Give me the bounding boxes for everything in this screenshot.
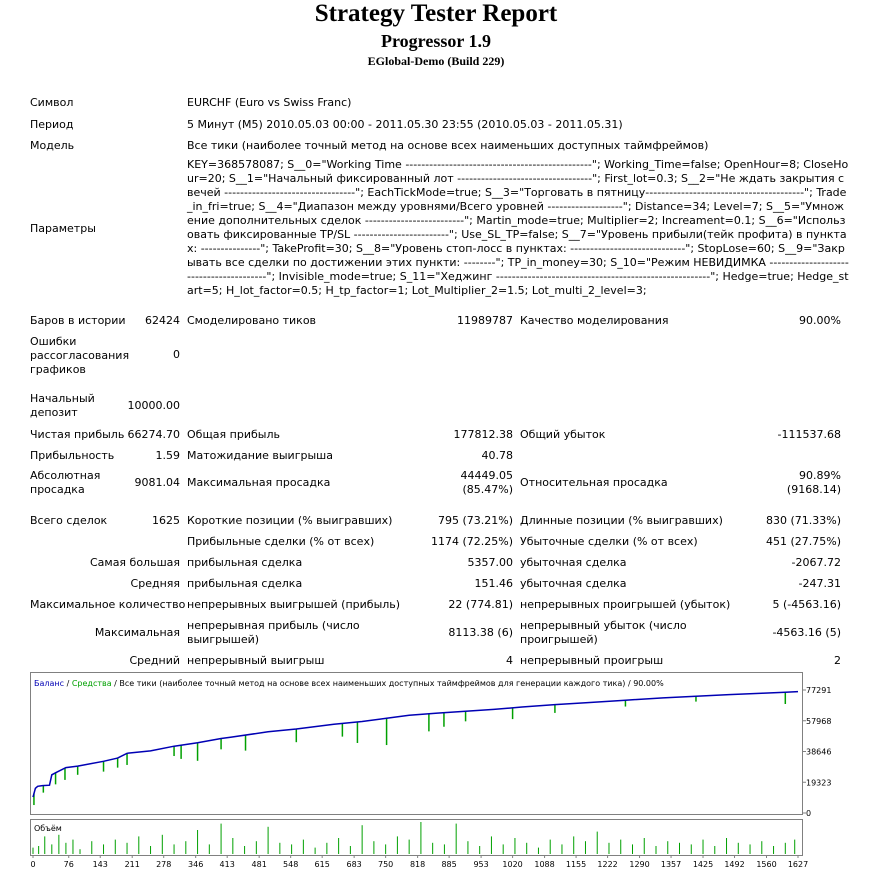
- long-value: 830 (71.33%): [765, 514, 841, 527]
- volume-label: Объём: [34, 824, 62, 833]
- legend-sep1: /: [64, 679, 72, 688]
- consec-profit-label: непрерывная прибыль (число выигрышей): [187, 619, 360, 646]
- legend-equity: Средства: [71, 679, 112, 688]
- model-value: Все тики (наиболее точный метод на основе всех наименьших доступных таймфреймов): [187, 139, 709, 152]
- x-tick-label: 1222: [597, 860, 618, 869]
- profit-trades-label: Прибыльные сделки (% от всех): [187, 535, 375, 548]
- x-tick-label: 1020: [502, 860, 523, 869]
- avg-label: Средний: [129, 654, 180, 667]
- volume-plot-frame: [31, 820, 803, 856]
- gross-loss-value: -111537.68: [777, 428, 841, 441]
- symbol-value: EURCHF (Euro vs Swiss Franc): [187, 96, 352, 109]
- consec-losses-value: 5 (-4563.16): [772, 598, 841, 611]
- x-tick-label: 1290: [629, 860, 650, 869]
- ticks-value: 11989787: [457, 314, 513, 327]
- gross-loss-label: Общий убыток: [520, 428, 606, 441]
- bars-label: Баров в истории: [30, 314, 126, 327]
- avg-wins-value: 4: [506, 654, 513, 667]
- x-tick-label: 1425: [692, 860, 714, 869]
- x-tick-label: 481: [251, 860, 267, 869]
- x-tick-label: 750: [378, 860, 394, 869]
- rel-dd-value: 90.89%: [799, 469, 841, 482]
- loss-trades-value: 451 (27.75%): [765, 535, 841, 548]
- rel-dd-label: Относительная просадка: [520, 476, 668, 489]
- params-label: Параметры: [30, 222, 96, 235]
- rel-dd-money: (9168.14): [786, 483, 841, 496]
- short-value: 795 (73.21%): [437, 514, 513, 527]
- mismatch-label: Ошибки рассогласования графиков: [30, 335, 130, 376]
- expert-name: Progressor 1.9: [381, 31, 491, 51]
- loss-trades-label: Убыточные сделки (% от всех): [520, 535, 698, 548]
- y-tick-label: 57968: [806, 716, 832, 726]
- x-tick-label: 0: [30, 860, 36, 869]
- x-tick-label: 548: [283, 860, 299, 869]
- x-tick-label: 683: [346, 860, 362, 869]
- maximal-label: Максимальная: [94, 626, 180, 639]
- x-tick-label: 1357: [660, 860, 682, 869]
- balance-chart: [30, 672, 845, 871]
- abs-dd-value: 9081.04: [134, 476, 180, 489]
- consec-profit-value: 8113.38 (6): [448, 626, 513, 639]
- consec-wins-value: 22 (774.81): [448, 598, 513, 611]
- legend-sep2: /: [111, 679, 120, 688]
- net-label: Чистая прибыль: [30, 428, 125, 441]
- y-tick-label: 38646: [806, 747, 832, 757]
- consec-loss-label: непрерывный убыток (число проигрышей): [520, 619, 687, 646]
- gross-profit-label: Общая прибыль: [187, 428, 280, 441]
- x-tick-label: 211: [124, 860, 140, 869]
- chart-legend: [34, 679, 664, 688]
- maxcount-label: Максимальное количество: [30, 598, 186, 611]
- x-tick-label: 818: [409, 860, 426, 869]
- x-tick-label: 953: [473, 860, 489, 869]
- bars-value: 62424: [145, 314, 180, 327]
- x-tick-label: 346: [188, 860, 204, 869]
- average-profit-value: 151.46: [474, 577, 513, 590]
- consec-losses-label: непрерывных проигрышей (убыток): [520, 598, 731, 611]
- short-label: Короткие позиции (% выигравших): [187, 514, 393, 527]
- x-tick-label: 1560: [756, 860, 777, 869]
- avg-wins-label: непрерывный выигрыш: [187, 654, 325, 667]
- params-value: KEY=368578087; S__0="Working Time -----------------------------------------------"; Working_Time=false; OpenHour=8; CloseHour=20; S__1="Начальный фиксированный лот ----------------------------------"; First_lot=0.3; S__2="Не ждать закрытия свечей ---------------------------------"; EachTickMode=true; S__3="Торговать в пятницу----------------------------------------"; Trade_in_fri=true; S__4="Диапазон между уровнями/Всего уровней -------------------"; Distance=34; Level=7; S__5="Умножение дополнительных сделок -------------------------"; Martin_mode=true; Multiplier=2; Increament=0.1; S__6="Использовать фиксированные TP/SL ------------------------"; Use_SL_TP=false; S__7="Уровень прибыли(тейк профита) в пунктах: ---------------"; TakeProfit=30; S__8="Уровень стоп-лосс в пунктах: -----------------------------"; StopLose=60; S__9="Закрывать все сделки по достижении этих пункти: --------"; TP_in_money=30; S_10="Режим НЕВИДИМКА ----------------------------------------"; Invisible_mode=true; S_11="Хеджинг ------------------------------------------------------"; Hedge=true; Hedge_start=5; H_lot_factor=0.5; H_tp_factor=1; Lot_Multiplier_2=1.5; Lot_multi_2_level=3;: [187, 158, 849, 297]
- model-label: Модель: [30, 139, 75, 152]
- consec-loss-value: -4563.16 (5): [772, 626, 841, 639]
- largest-loss-label: убыточная сделка: [520, 556, 627, 569]
- abs-dd-label: Абсолютная просадка: [30, 469, 101, 496]
- largest-loss-value: -2067.72: [791, 556, 841, 569]
- period-value: 5 Минут (M5) 2010.05.03 00:00 - 2011.05.30 23:55 (2010.05.03 - 2011.05.31): [187, 118, 623, 131]
- payoff-label: Матожидание выигрыша: [187, 449, 333, 462]
- symbol-label: Символ: [30, 96, 74, 109]
- largest-label: Самая большая: [89, 556, 180, 569]
- quality-label: Качество моделирования: [520, 314, 669, 327]
- x-tick-label: 76: [63, 860, 74, 869]
- net-value: 66274.70: [127, 428, 180, 441]
- x-tick-label: 278: [156, 860, 172, 869]
- x-tick-label: 1155: [565, 860, 587, 869]
- y-tick-label: 77291: [806, 686, 832, 695]
- gross-profit-value: 177812.38: [453, 428, 513, 441]
- x-tick-label: 1492: [724, 860, 745, 869]
- period-label: Период: [30, 118, 74, 131]
- max-dd-value: 44449.05: [460, 469, 513, 482]
- x-tick-label: 615: [314, 860, 330, 869]
- max-dd-pct: (85.47%): [462, 483, 513, 496]
- quality-value: 90.00%: [799, 314, 841, 327]
- long-label: Длинные позиции (% выигравших): [520, 514, 723, 527]
- pf-value: 1.59: [155, 449, 180, 462]
- max-dd-label: Максимальная просадка: [187, 476, 331, 489]
- x-tick-label: 143: [92, 860, 108, 869]
- report-title: Strategy Tester Report: [314, 0, 558, 27]
- trades-label: Всего сделок: [30, 514, 108, 527]
- main-plot-frame: [31, 673, 803, 815]
- y-tick-label: 0: [806, 809, 812, 818]
- payoff-value: 40.78: [481, 449, 513, 462]
- average-loss-label: убыточная сделка: [520, 577, 627, 590]
- average-loss-value: -247.31: [798, 577, 841, 590]
- ticks-label: Смоделировано тиков: [187, 314, 317, 327]
- avg-losses-label: непрерывный проигрыш: [520, 654, 664, 667]
- avg-losses-value: 2: [834, 654, 841, 667]
- profit-trades-value: 1174 (72.25%): [430, 535, 513, 548]
- mismatch-value: 0: [173, 348, 180, 361]
- pf-label: Прибыльность: [30, 449, 115, 462]
- x-tick-label: 1088: [534, 860, 555, 869]
- deposit-value: 10000.00: [127, 399, 180, 412]
- x-tick-label: 885: [441, 860, 457, 869]
- consec-wins-label: непрерывных выигрышей (прибыль): [187, 598, 401, 611]
- deposit-label: Начальный депозит: [30, 392, 95, 419]
- legend-balance: Баланс: [34, 679, 65, 688]
- x-tick-label: 1627: [787, 860, 809, 869]
- largest-profit-value: 5357.00: [467, 556, 513, 569]
- server-name: EGlobal-Demo (Build 229): [367, 54, 505, 68]
- trades-value: 1625: [152, 514, 180, 527]
- x-tick-label: 413: [219, 860, 235, 869]
- y-tick-label: 19323: [806, 778, 832, 788]
- average-label: Средняя: [130, 577, 180, 590]
- legend-note: Все тики (наиболее точный метод на основе всех наименьших доступных таймфреймов для генерации каждого тика) / 90.00%: [119, 679, 664, 688]
- largest-profit-label: прибыльная сделка: [187, 556, 303, 569]
- average-profit-label: прибыльная сделка: [187, 577, 303, 590]
